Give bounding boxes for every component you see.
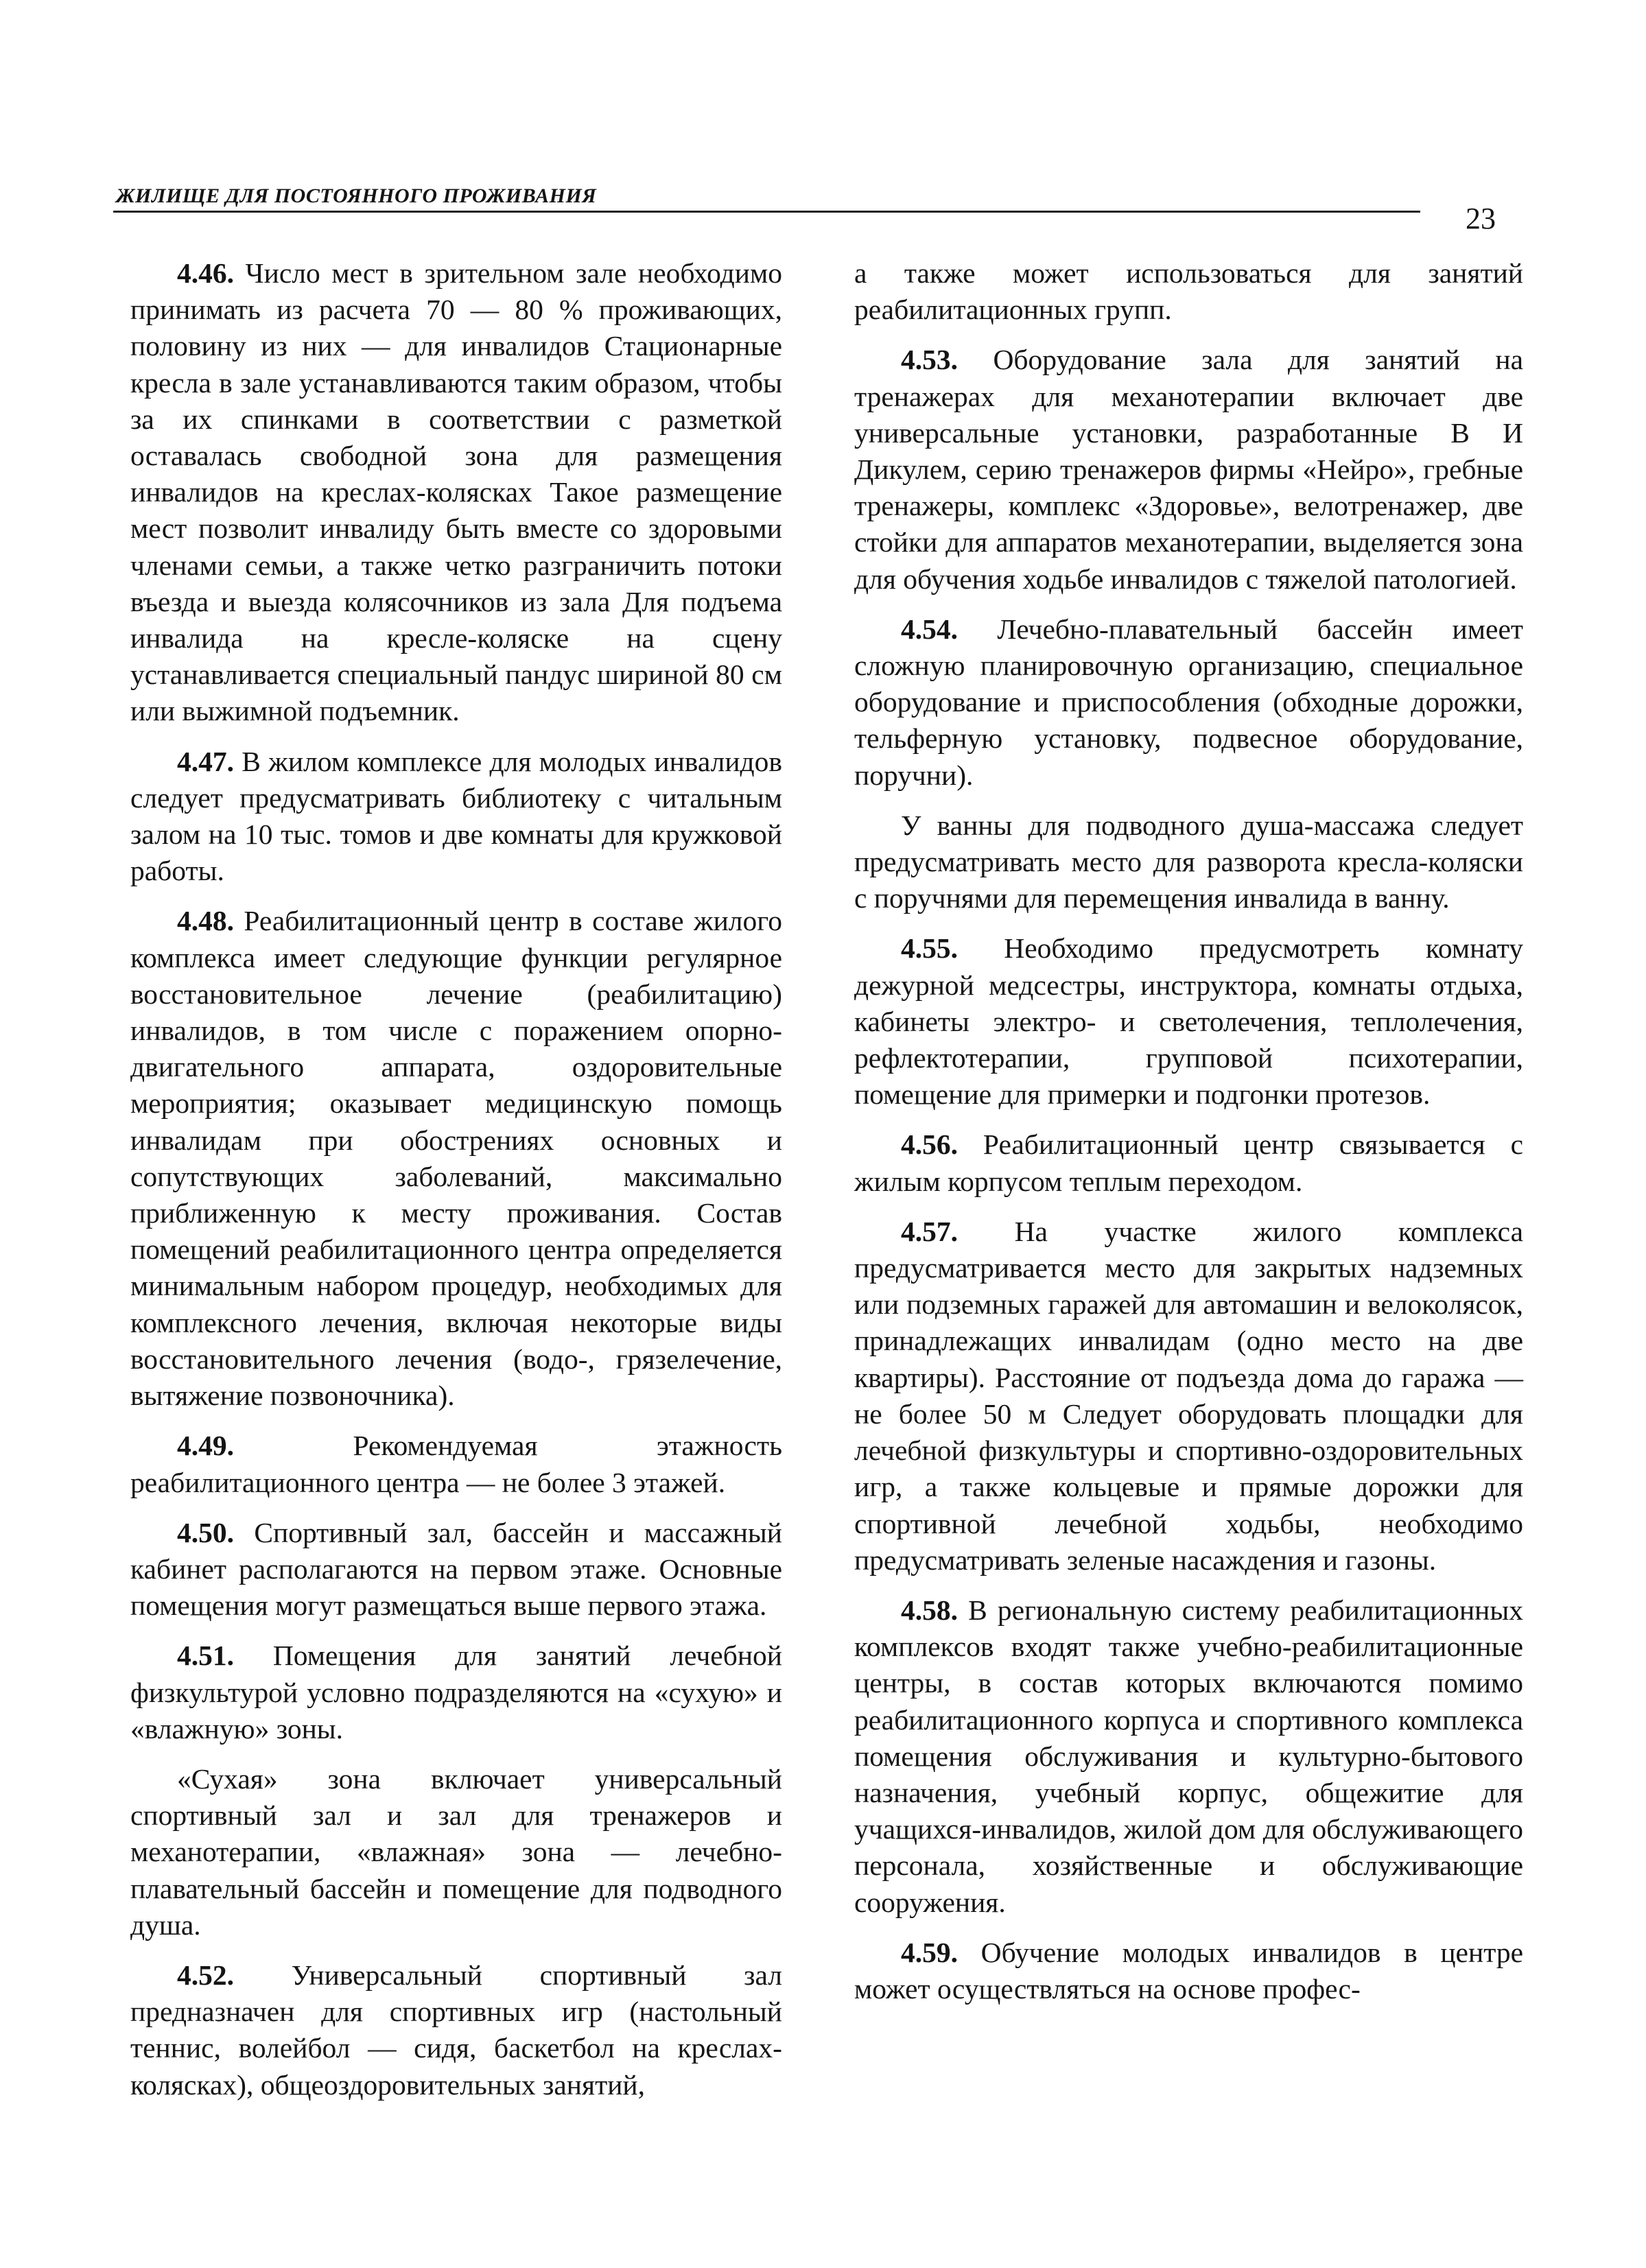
clause-number: 4.47.: [177, 745, 234, 777]
paragraph-text: Универсальный спортивный зал предназначен для спортивных игр (настольный теннис, волейбол — сидя, баскетбол на креслах-колясках), общеоздоровительных занятий,: [130, 1959, 782, 2101]
paragraph-text: Помещения для занятий лечебной физкультурой условно подразделяются на «сухую» и «влажную» зоны.: [130, 1640, 782, 1745]
paragraph-text: У ванны для подводного душа-массажа следует предусматривать место для разворота кресла-коляски с поручнями для перемещения инвалида в ванну.: [854, 809, 1523, 914]
header-rule: [113, 211, 1420, 213]
clause-number: 4.52.: [177, 1959, 234, 1991]
paragraph-text: На участке жилого комплекса предусматривается место для закрытых надземных или подземных гаражей для автомашин и велоколясок, принадлежащих инвалидам (одно место на две квартиры). Расстояние от подъезда дома до гаража — не более 50 м Следует оборудовать площадки для лечебной физкультуры и спортивно-оздоровительных игр, а также кольцевые и прямые дорожки для спортивной лечебной ходьбы, необходимо предусматривать зеленые насаждения и газоны.: [854, 1215, 1523, 1576]
clause-number: 4.58.: [901, 1594, 958, 1626]
page-number: 23: [1466, 202, 1496, 235]
left-column: [130, 255, 782, 2117]
paragraph-text: Реабилитационный центр в составе жилого комплекса имеет следующие функции регулярное восстановительное лечение (реабилитацию) инвалидов, в том числе с поражением опорно-двигательного аппарата, оздоровительные мероприятия; оказывает медицинскую помощь инвалидам при обострениях основных и сопутствующих заболеваний, максимально приближенную к месту проживания. Состав помещений реабилитационного центра определяется минимальным набором процедур, необходимых для комплексного лечения, включая некоторые виды восстановительного лечения (водо-, грязелечение, вытяжение позвоночника).: [130, 905, 782, 1412]
paragraph-text: Рекомендуемая этажность реабилитационного центра — не более 3 этажей.: [130, 1430, 783, 1498]
clause-number: 4.53.: [901, 344, 958, 376]
running-title: ЖИЛИЩЕ ДЛЯ ПОСТОЯННОГО ПРОЖИВАНИЯ: [116, 185, 597, 207]
paragraph-text: Число мест в зрительном зале необходимо принимать из расчета 70 — 80 % проживающих, половину из них — для инвалидов Стационарные кресла в зале устанавливаются таким образом, чтобы за их спинками в соответствии с разметкой оставалась свободной зона для размещения инвалидов на креслах-колясках Такое размещение мест позволит инвалиду быть вместе со здоровыми членами семьи, а также четко разграничить потоки въезда и выезда колясочников из зала Для подъема инвалида на кресле-коляске на сцену устанавливается специальный пандус шириной 80 см или выжимной подъемник.: [130, 257, 782, 727]
clause-number: 4.48.: [177, 905, 234, 937]
paragraph: [854, 1214, 1523, 1579]
paragraph-text: «Сухая» зона включает универсальный спортивный зал и зал для тренажеров и механотерапии, «влажная» зона — лечебно-плавательный бассейн и помещение для подводного душа.: [130, 1762, 782, 1941]
paragraph-text: Оборудование зала для занятий на тренажерах для механотерапии включает две универсальные установки, разработанные В И Дикулем, серию тренажеров фирмы «Нейро», гребные тренажеры, комплекс «Здоровье», велотренажер, две стойки для аппаратов механотерапии, выделяется зона для обучения ходьбе инвалидов с тяжелой патологией.: [854, 344, 1524, 595]
paragraph: [130, 1428, 782, 1500]
paragraph: [854, 342, 1523, 597]
clause-number: 4.57.: [901, 1215, 958, 1247]
paragraph: [854, 930, 1523, 1113]
paragraph: [854, 1126, 1523, 1199]
clause-number: 4.50.: [177, 1516, 234, 1548]
right-column: [854, 255, 1523, 2021]
clause-number: 4.55.: [901, 932, 958, 965]
paragraph: [854, 1935, 1523, 2007]
clause-number: 4.46.: [177, 257, 234, 289]
paragraph: [854, 807, 1523, 917]
paragraph: [854, 255, 1523, 328]
paragraph-text: Обучение молодых инвалидов в центре может осуществляться на основе профес-: [854, 1936, 1524, 2005]
paragraph-text: Необходимо предусмотреть комнату дежурной медсестры, инструктора, комнаты отдыха, кабинеты электро- и светолечения, теплолечения, рефлектотерапии, групповой психотерапии, помещение для примерки и подгонки протезов.: [854, 932, 1524, 1111]
paragraph: [130, 1638, 782, 1747]
paragraph: [854, 611, 1523, 794]
clause-number: 4.49.: [177, 1430, 234, 1462]
clause-number: 4.54.: [901, 613, 958, 645]
clause-number: 4.51.: [177, 1640, 234, 1672]
clause-number: 4.59.: [901, 1936, 958, 1968]
clause-number: 4.56.: [901, 1129, 958, 1161]
paragraph: [130, 255, 782, 730]
paragraph: [130, 903, 782, 1414]
paragraph-text: В жилом комплексе для молодых инвалидов следует предусматривать библиотеку с читальным залом на 10 тыс. томов и две комнаты для кружковой работы.: [130, 745, 782, 887]
paragraph: [130, 1957, 782, 2103]
paragraph-text: а также может использоваться для занятий реабилитационных групп.: [854, 257, 1523, 326]
paragraph-text: Лечебно-плавательный бассейн имеет сложную планировочную организацию, специальное оборудование и приспособления (обходные дорожки, тельферную установку, подвесное оборудование, поручни).: [854, 613, 1523, 791]
paragraph: [130, 1515, 782, 1625]
paragraph-text: Спортивный зал, бассейн и массажный кабинет располагаются на первом этаже. Основные помещения могут размещаться выше первого этажа.: [130, 1516, 782, 1622]
paragraph: [130, 1761, 782, 1944]
paragraph-text: В региональную систему реабилитационных комплексов входят также учебно-реабилитационные центры, в состав которых включаются помимо реабилитационного корпуса и спортивного комплекса помещения обслуживания и культурно-бытового назначения, учебный корпус, общежитие для учащихся-инвалидов, жилой дом для обслуживающего персонала, хозяйственные и обслуживающие сооружения.: [854, 1594, 1523, 1918]
paragraph-text: Реабилитационный центр связывается с жилым корпусом теплым переходом.: [854, 1129, 1523, 1197]
paragraph: [854, 1592, 1523, 1921]
page-header: [113, 175, 1496, 235]
paragraph: [130, 744, 782, 890]
